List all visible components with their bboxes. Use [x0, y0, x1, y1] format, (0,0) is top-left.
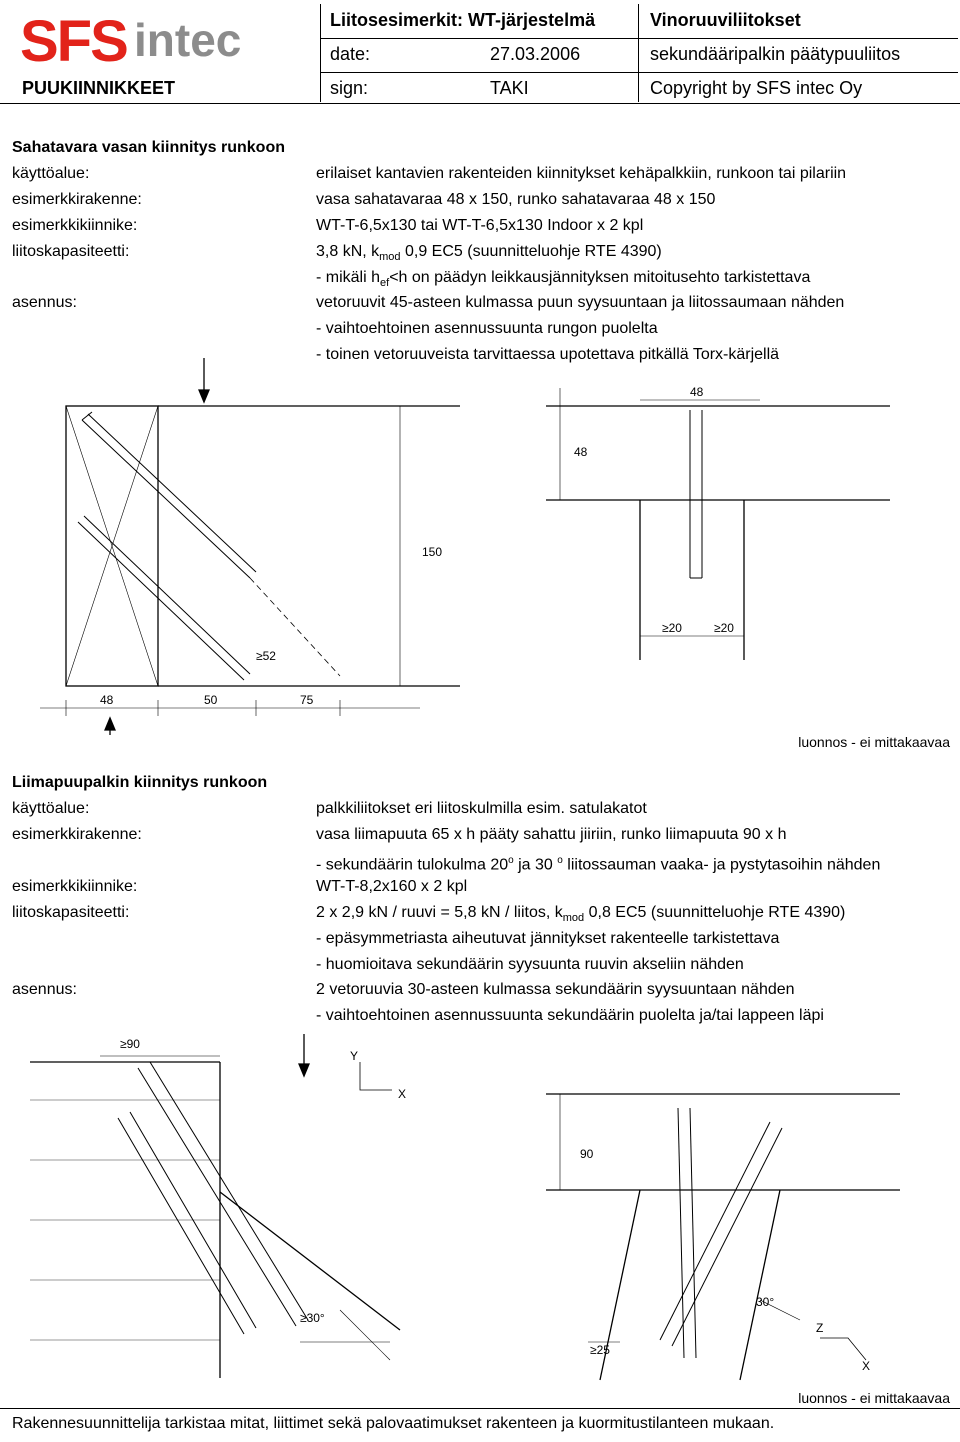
dim-label: ≥25 — [590, 1343, 610, 1357]
dim-label: ≥90 — [120, 1037, 140, 1051]
value-text: <h on päädyn leikkausjännityksen mitoitusehto tarkistettava — [389, 269, 811, 286]
row-value: vasa liimapuuta 65 x h pääty sahattu jiiriin, runko liimapuuta 90 x h — [316, 826, 787, 843]
date-label: date: — [330, 44, 371, 64]
subscript: ef — [380, 277, 390, 290]
value-text: 0,9 EC5 (suunnitteluohje RTE 4390) — [400, 243, 662, 260]
row-value: - huomioitava sekundäärin syysuunta ruuvin akseliin nähden — [316, 956, 744, 973]
axis-y — [360, 1062, 392, 1090]
subscript: mod — [562, 912, 585, 925]
dim-label: ≥20 — [662, 621, 682, 635]
doc-title: Liitosesimerkit: WT-järjestelmä — [330, 10, 596, 30]
row-value: vetoruuvit 45-asteen kulmassa puun syysuuntaan ja liitossaumaan nähden — [316, 294, 845, 311]
row-value: vasa sahatavaraa 48 x 150, runko sahatavaraa 48 x 150 — [316, 191, 716, 208]
subtitle: sekundääripalkin päätypuuliitos — [650, 44, 901, 64]
row-value — [316, 268, 810, 293]
row-label: asennus: — [12, 294, 77, 311]
superscript: o — [557, 855, 563, 866]
divider — [0, 1408, 960, 1409]
row-value: palkkiliitokset eri liitoskulmilla esim. satulakatot — [316, 800, 647, 817]
row-label: asennus: — [12, 981, 77, 998]
value-text: ja 30 — [513, 856, 558, 874]
logo-intec: intec — [134, 14, 242, 66]
dim-label: 50 — [204, 693, 218, 707]
dim-label: ≥30° — [300, 1311, 325, 1325]
row-label: käyttöalue: — [12, 800, 90, 817]
value-text: - mikäli h — [316, 269, 381, 286]
drawing-section2 — [0, 1030, 960, 1390]
sketch-note: luonnos - ei mittakaavaa — [798, 1390, 950, 1406]
row-value: 2 vetoruuvia 30-asteen kulmassa sekundäärin syysuuntaan nähden — [316, 981, 795, 998]
axis-label: X — [862, 1359, 871, 1373]
axis-label: X — [398, 1087, 407, 1101]
drawing-section1 — [0, 355, 960, 735]
dim-label: 90 — [580, 1147, 594, 1161]
row-value: erilaiset kantavien rakenteiden kiinnitykset kehäpalkkiin, runkoon tai pilariin — [316, 165, 847, 182]
value-text: liitossauman vaaka- ja pystytasoihin nähden — [562, 856, 881, 874]
divider — [320, 4, 321, 102]
axis-label: Y — [350, 1049, 359, 1063]
divider — [0, 103, 960, 104]
row-value — [316, 242, 662, 267]
dim-label: ≥20 — [714, 621, 734, 635]
row-value: - toinen vetoruuveista tarvittaessa upotettava pitkällä Torx-kärjellä — [316, 346, 780, 363]
row-value: - vaihtoehtoinen asennussuunta sekundäärin puolelta ja/tai lappeen läpi — [316, 1007, 824, 1024]
axis-z — [820, 1338, 866, 1360]
superscript: o — [508, 855, 514, 866]
screw — [690, 410, 702, 578]
screw — [78, 516, 250, 680]
value-text: - sekundäärin tulokulma 20 — [316, 856, 509, 874]
row-label: esimerkkikiinnike: — [12, 878, 138, 895]
sign-label: sign: — [330, 78, 369, 98]
row-value: - vaihtoehtoinen asennussuunta rungon puolelta — [316, 320, 658, 337]
footer-note: Rakennesuunnittelija tarkistaa mitat, liittimet sekä palovaatimukset rakenteen ja kuormitustilanteen mukaan. — [12, 1415, 775, 1432]
dim-label: ≥52 — [256, 649, 276, 663]
row-value — [316, 851, 880, 875]
row-value: WT-T-8,2x160 x 2 kpl — [316, 878, 468, 895]
row-label: käyttöalue: — [12, 165, 90, 182]
arrow-head — [199, 390, 209, 402]
dim-label: 75 — [300, 693, 314, 707]
subscript: mod — [379, 251, 401, 264]
value-text: 0,8 EC5 (suunnitteluohje RTE 4390) — [584, 904, 846, 921]
arrow-head — [105, 718, 115, 730]
department: PUUKIINNIKKEET — [22, 78, 176, 98]
section1-title: Sahatavara vasan kiinnitys runkoon — [12, 139, 285, 156]
dim-label: 48 — [690, 385, 704, 399]
category: Vinoruuviliitokset — [650, 10, 801, 30]
screw — [118, 1112, 256, 1334]
header — [0, 0, 960, 104]
arrow-head — [299, 1064, 309, 1076]
axis-label: Z — [816, 1321, 824, 1335]
screw — [82, 412, 256, 578]
logo-sfs: SFS — [20, 9, 127, 74]
divider — [320, 72, 958, 73]
section2-title: Liimapuupalkin kiinnitys runkoon — [12, 774, 268, 791]
divider — [320, 38, 958, 39]
row-value — [316, 903, 845, 928]
value-text: 2 x 2,9 kN / ruuvi = 5,8 kN / liitos, k — [316, 904, 563, 921]
row-value: WT-T-6,5x130 tai WT-T-6,5x130 Indoor x 2 kpl — [316, 217, 644, 234]
dim-label: 150 — [422, 545, 443, 559]
sketch-note: luonnos - ei mittakaavaa — [798, 734, 950, 750]
value-text: 3,8 kN, k — [316, 243, 380, 260]
row-label: liitoskapasiteetti: — [12, 243, 130, 260]
copyright: Copyright by SFS intec Oy — [650, 78, 863, 98]
date-value: 27.03.2006 — [490, 44, 581, 64]
row-label: esimerkkirakenne: — [12, 191, 142, 208]
row-label: esimerkkikiinnike: — [12, 217, 138, 234]
screw — [660, 1122, 782, 1346]
divider — [638, 4, 639, 102]
dim-label: 48 — [574, 445, 588, 459]
row-label: esimerkkirakenne: — [12, 826, 142, 843]
dim-label: 30° — [756, 1295, 775, 1309]
frame-member — [740, 1190, 780, 1380]
row-label: liitoskapasiteetti: — [12, 904, 130, 921]
sign-value: TAKI — [490, 78, 529, 98]
screw — [678, 1108, 696, 1358]
dim-label: 48 — [100, 693, 114, 707]
row-value: - epäsymmetriasta aiheutuvat jännitykset rakenteelle tarkistettava — [316, 930, 780, 947]
